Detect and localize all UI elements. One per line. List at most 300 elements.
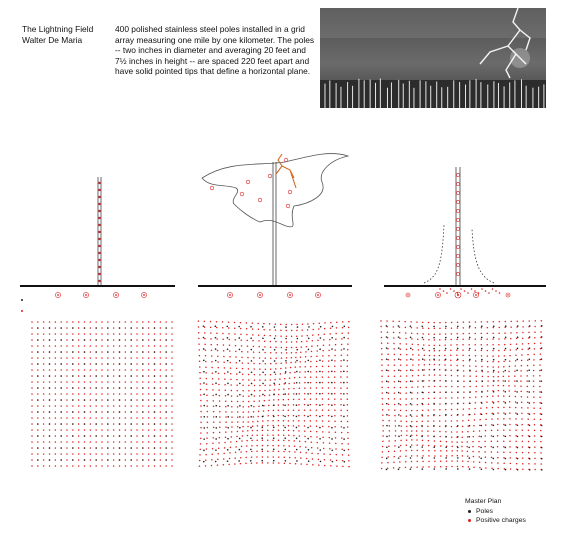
charge-dot bbox=[246, 451, 248, 453]
charge-dot bbox=[300, 452, 302, 454]
charge-dot bbox=[469, 327, 471, 329]
charge-dot bbox=[316, 415, 318, 417]
charge-dot bbox=[323, 345, 325, 347]
charge-dot bbox=[223, 458, 225, 460]
pole-marker bbox=[227, 427, 229, 429]
charge-dot bbox=[90, 351, 92, 353]
charge-dot bbox=[264, 390, 266, 392]
charge-dot bbox=[84, 393, 86, 395]
charge-dot bbox=[411, 327, 413, 329]
charge-dot bbox=[248, 416, 250, 418]
charge-dot bbox=[299, 388, 301, 390]
charge-dot bbox=[508, 385, 510, 387]
charge-dot bbox=[242, 426, 244, 428]
pole-marker bbox=[72, 387, 74, 389]
pole-marker bbox=[541, 425, 543, 427]
charge-dot bbox=[467, 436, 469, 438]
charge-dot bbox=[55, 465, 57, 467]
pole-marker bbox=[445, 403, 447, 405]
pole-marker bbox=[239, 337, 241, 339]
pole-marker bbox=[95, 363, 97, 365]
pole-marker bbox=[261, 427, 263, 429]
charge-dot bbox=[433, 420, 435, 422]
charge-dot bbox=[55, 435, 57, 437]
charge-dot bbox=[101, 381, 103, 383]
charge-dot bbox=[475, 391, 477, 393]
charge-dot bbox=[160, 417, 162, 419]
charge-dot bbox=[417, 461, 419, 463]
charge-dot bbox=[520, 391, 522, 393]
charge-dot bbox=[207, 405, 209, 407]
charge-dot bbox=[323, 448, 325, 450]
pole-marker bbox=[119, 327, 121, 329]
charge-dot bbox=[55, 321, 57, 323]
pole-marker bbox=[142, 411, 144, 413]
charge-dot bbox=[334, 376, 336, 378]
charge-dot bbox=[90, 441, 92, 443]
charge-dot bbox=[37, 417, 39, 419]
charge-dot bbox=[223, 453, 225, 455]
charge-dot bbox=[160, 345, 162, 347]
charge-dot bbox=[487, 361, 489, 363]
charge-dot bbox=[405, 461, 407, 463]
charge-dot bbox=[37, 453, 39, 455]
charge-dot bbox=[388, 451, 390, 453]
charge-dot bbox=[101, 399, 103, 401]
charge-dot bbox=[475, 344, 477, 346]
charge-dot bbox=[205, 355, 207, 357]
charge-dot bbox=[101, 465, 103, 467]
pole-marker bbox=[203, 325, 205, 327]
charge-dot bbox=[125, 423, 127, 425]
charge-dot bbox=[304, 398, 306, 400]
charge-dot bbox=[119, 393, 121, 395]
charge-dot bbox=[278, 451, 280, 453]
pole-marker bbox=[516, 402, 518, 404]
pole-marker bbox=[273, 427, 275, 429]
charge-dot bbox=[101, 339, 103, 341]
charge-dot bbox=[37, 381, 39, 383]
charge-dot bbox=[469, 360, 471, 362]
charge-dot bbox=[469, 333, 471, 335]
charge-dot bbox=[270, 346, 272, 348]
charge-dot bbox=[72, 465, 74, 467]
charge-dot bbox=[347, 360, 349, 362]
pole-marker bbox=[331, 449, 333, 451]
charge-dot bbox=[539, 380, 541, 382]
charge-dot bbox=[237, 401, 239, 403]
charge-dot bbox=[347, 398, 349, 400]
charge-dot bbox=[328, 366, 330, 368]
charge-dot bbox=[503, 390, 505, 392]
charge-dot bbox=[481, 355, 483, 357]
charge-dot bbox=[400, 415, 402, 417]
charge-dot bbox=[439, 328, 441, 330]
charge-dot bbox=[322, 426, 324, 428]
charge-dot bbox=[462, 355, 464, 357]
charge-dot bbox=[78, 447, 80, 449]
pole-marker bbox=[251, 394, 253, 396]
pole-marker bbox=[95, 399, 97, 401]
charge-dot bbox=[236, 384, 238, 386]
charge-dot bbox=[66, 459, 68, 461]
pole-marker bbox=[398, 403, 400, 405]
pole-marker bbox=[49, 339, 51, 341]
lightning-photo bbox=[320, 8, 546, 108]
charge-dot bbox=[410, 321, 412, 323]
charge-dot bbox=[113, 399, 115, 401]
pole-marker bbox=[517, 348, 519, 350]
charge-dot bbox=[288, 435, 290, 437]
charge-dot bbox=[165, 369, 167, 371]
charge-dot bbox=[154, 333, 156, 335]
charge-dot bbox=[451, 455, 453, 457]
charge-dot bbox=[484, 446, 486, 448]
charge-dot bbox=[479, 467, 481, 469]
charge-dot bbox=[406, 364, 408, 366]
charge-dot bbox=[445, 420, 447, 422]
pole-marker bbox=[130, 459, 132, 461]
charge-dot bbox=[228, 321, 230, 323]
charge-dot bbox=[264, 400, 266, 402]
charge-dot bbox=[394, 370, 396, 372]
pole-marker bbox=[410, 380, 412, 382]
charge-dot bbox=[275, 352, 277, 354]
charge-dot bbox=[306, 340, 308, 342]
pole-marker bbox=[250, 416, 252, 418]
charge-dot bbox=[400, 364, 402, 366]
pole-marker bbox=[95, 339, 97, 341]
charge-dot bbox=[493, 376, 495, 378]
charge-dot bbox=[406, 444, 408, 446]
charge-dot bbox=[348, 454, 350, 456]
charge-dot bbox=[31, 381, 33, 383]
charge-dot bbox=[55, 345, 57, 347]
charge-dot bbox=[291, 357, 293, 359]
charge-dot bbox=[101, 459, 103, 461]
charge-dot bbox=[540, 331, 542, 333]
charge-dot bbox=[394, 440, 396, 442]
charge-dot bbox=[142, 381, 144, 383]
charge-dot bbox=[462, 431, 464, 433]
pole-marker bbox=[457, 326, 459, 328]
charge-dot bbox=[394, 415, 396, 417]
charge-dot bbox=[388, 381, 390, 383]
charge-dot bbox=[218, 378, 220, 380]
charge-dot bbox=[66, 321, 68, 323]
pole-marker bbox=[154, 387, 156, 389]
charge-dot bbox=[509, 360, 511, 362]
charge-dot bbox=[286, 330, 288, 332]
charge-dot bbox=[387, 462, 389, 464]
pole-marker bbox=[84, 363, 86, 365]
charge-marker bbox=[143, 294, 145, 296]
charge-dot bbox=[107, 465, 109, 467]
charge-dot bbox=[154, 393, 156, 395]
charge-dot bbox=[528, 441, 530, 443]
pole-marker bbox=[343, 438, 345, 440]
charge-dot bbox=[275, 335, 277, 337]
charge-dot bbox=[43, 399, 45, 401]
charge-dot bbox=[387, 353, 389, 355]
charge-dot bbox=[160, 351, 162, 353]
pole-marker bbox=[37, 327, 39, 329]
pole-marker bbox=[251, 360, 253, 362]
charge-dot bbox=[289, 457, 291, 459]
pole-marker bbox=[238, 460, 240, 462]
charge-dot bbox=[66, 333, 68, 335]
charge-dot bbox=[528, 452, 530, 454]
charge-dot bbox=[216, 333, 218, 335]
charge-dot bbox=[382, 451, 384, 453]
charge-dot bbox=[486, 401, 488, 403]
charge-dot bbox=[411, 434, 413, 436]
charge-dot bbox=[31, 351, 33, 353]
charge-dot bbox=[119, 465, 121, 467]
pole-marker bbox=[119, 411, 121, 413]
charge-dot bbox=[304, 425, 306, 427]
charge-dot bbox=[522, 337, 524, 339]
charge-dot bbox=[463, 321, 465, 323]
charge-dot bbox=[119, 417, 121, 419]
pole-marker bbox=[284, 416, 286, 418]
charge-dot bbox=[451, 460, 453, 462]
charge-dot bbox=[267, 462, 269, 464]
pole-marker bbox=[331, 337, 333, 339]
charge-dot bbox=[259, 352, 261, 354]
charge-dot bbox=[259, 400, 261, 402]
pole-marker bbox=[154, 375, 156, 377]
charge-dot bbox=[160, 429, 162, 431]
charge-dot bbox=[90, 417, 92, 419]
charge-dot bbox=[463, 370, 465, 372]
pole-marker bbox=[262, 383, 264, 385]
charge-dot bbox=[497, 468, 499, 470]
charge-dot bbox=[416, 466, 418, 468]
charge-dot bbox=[119, 441, 121, 443]
charge-dot bbox=[252, 328, 254, 330]
charge-dot bbox=[245, 463, 247, 465]
charge-dot bbox=[304, 382, 306, 384]
pole-marker bbox=[21, 299, 23, 301]
charge-dot bbox=[450, 349, 452, 351]
charge-dot bbox=[393, 343, 395, 345]
charge-dot bbox=[334, 355, 336, 357]
charge-dot bbox=[381, 337, 383, 339]
charge-dot bbox=[235, 339, 237, 341]
charge-dot bbox=[240, 334, 242, 336]
pole-marker bbox=[308, 349, 310, 351]
charge-dot bbox=[55, 441, 57, 443]
charge-dot bbox=[119, 345, 121, 347]
charge-dot bbox=[66, 339, 68, 341]
charge-dot bbox=[210, 321, 211, 323]
pole-marker bbox=[203, 371, 205, 373]
pole-marker bbox=[142, 363, 144, 365]
charge-dot bbox=[521, 360, 523, 362]
charge-dot bbox=[299, 440, 301, 442]
charge-dot bbox=[267, 456, 269, 458]
charge-dot bbox=[515, 424, 517, 426]
charge-dot bbox=[101, 387, 103, 389]
pole-marker bbox=[215, 371, 217, 373]
pole-marker bbox=[421, 425, 423, 427]
charge-dot bbox=[49, 333, 51, 335]
charge-dot bbox=[275, 347, 277, 349]
charge-dot bbox=[78, 357, 80, 359]
charge-dot bbox=[406, 387, 408, 389]
pole-marker bbox=[410, 369, 412, 371]
charge-dot bbox=[288, 404, 290, 406]
charge-dot bbox=[66, 345, 68, 347]
charge-dot bbox=[310, 356, 312, 358]
pole-marker bbox=[319, 449, 321, 451]
charge-dot bbox=[434, 440, 436, 442]
charge-dot bbox=[237, 431, 239, 433]
charge-dot bbox=[540, 441, 542, 443]
charge-dot bbox=[423, 374, 425, 376]
charge-dot bbox=[434, 397, 436, 399]
charge-dot bbox=[451, 436, 453, 438]
charge-dot bbox=[228, 339, 230, 341]
charge-dot bbox=[310, 436, 312, 438]
charge-dot bbox=[451, 409, 453, 411]
charge-dot bbox=[428, 328, 430, 330]
charge-dot bbox=[412, 375, 414, 377]
charge-dot bbox=[113, 447, 115, 449]
pole-marker bbox=[343, 450, 345, 452]
charge-dot bbox=[451, 446, 453, 448]
charge-dot bbox=[439, 420, 441, 422]
charge-dot bbox=[399, 343, 401, 345]
charge-dot bbox=[95, 405, 97, 407]
charge-dot bbox=[148, 333, 150, 335]
charge-dot bbox=[347, 354, 349, 356]
charge-dot bbox=[98, 210, 100, 212]
charge-dot bbox=[295, 463, 297, 465]
charge-dot bbox=[251, 456, 253, 458]
pole-marker bbox=[529, 358, 531, 360]
charge-dot bbox=[299, 371, 301, 373]
pole-marker bbox=[37, 387, 39, 389]
charge-dot bbox=[142, 429, 144, 431]
charge-dot bbox=[165, 429, 167, 431]
charge-dot bbox=[405, 467, 407, 469]
charge-dot bbox=[294, 451, 296, 453]
pole-marker bbox=[273, 383, 275, 385]
charge-dot bbox=[310, 361, 312, 363]
charge-dot bbox=[72, 333, 74, 335]
charge-dot bbox=[439, 288, 441, 290]
pole-marker bbox=[60, 375, 62, 377]
pole-marker bbox=[529, 458, 531, 460]
charge-dot bbox=[411, 398, 413, 400]
charge-dot bbox=[406, 430, 408, 432]
pole-marker bbox=[239, 394, 241, 396]
charge-dot bbox=[498, 327, 500, 329]
charge-dot bbox=[534, 424, 536, 426]
charge-dot bbox=[293, 410, 295, 412]
charge-dot bbox=[394, 392, 396, 394]
charge-dot bbox=[216, 321, 218, 323]
charge-dot bbox=[497, 446, 499, 448]
charge-dot bbox=[136, 441, 138, 443]
pole-marker bbox=[142, 399, 144, 401]
charge-dot bbox=[487, 390, 489, 392]
charge-dot bbox=[95, 321, 97, 323]
charge-dot bbox=[136, 447, 138, 449]
charge-marker bbox=[115, 294, 117, 296]
charge-dot bbox=[304, 415, 306, 417]
charge-dot bbox=[219, 395, 221, 397]
pole-marker bbox=[239, 383, 241, 385]
charge-dot bbox=[235, 452, 237, 454]
charge-dot bbox=[283, 451, 285, 453]
charge-dot bbox=[101, 447, 103, 449]
pole-marker bbox=[445, 337, 447, 339]
charge-dot bbox=[503, 435, 505, 437]
pole-marker bbox=[343, 348, 345, 350]
charge-dot bbox=[417, 455, 419, 457]
charge-dot bbox=[248, 368, 250, 370]
pole-marker bbox=[307, 427, 309, 429]
charge-dot bbox=[382, 440, 384, 442]
charge-dot bbox=[148, 405, 150, 407]
pole-marker bbox=[227, 438, 229, 440]
charge-dot bbox=[263, 410, 265, 412]
charge-dot bbox=[463, 327, 465, 329]
pole-marker bbox=[130, 327, 132, 329]
charge-dot bbox=[84, 333, 86, 335]
pole-marker bbox=[239, 371, 241, 373]
charge-dot bbox=[310, 387, 312, 389]
charge-dot bbox=[49, 369, 51, 371]
charge-dot bbox=[284, 378, 286, 380]
charge-dot bbox=[479, 425, 481, 427]
charge-dot bbox=[304, 387, 306, 389]
charge-dot bbox=[200, 427, 202, 429]
pole-marker bbox=[386, 325, 388, 327]
pole-marker bbox=[433, 436, 435, 438]
pole-marker bbox=[469, 337, 471, 339]
charge-dot bbox=[98, 280, 100, 282]
charge-dot bbox=[43, 405, 45, 407]
charge-dot bbox=[510, 463, 512, 465]
charge-dot bbox=[487, 366, 489, 368]
pole-marker bbox=[433, 380, 435, 382]
pole-marker bbox=[410, 348, 412, 350]
charge-dot bbox=[522, 320, 524, 322]
charge-dot bbox=[318, 334, 320, 336]
pole-marker bbox=[130, 339, 132, 341]
charge-dot bbox=[515, 401, 517, 403]
charge-dot bbox=[341, 349, 343, 351]
charge-dot bbox=[72, 345, 74, 347]
charge-dot bbox=[285, 362, 287, 364]
charge-dot bbox=[252, 340, 254, 342]
pole-marker bbox=[227, 405, 229, 407]
charge-dot bbox=[526, 380, 528, 382]
charge-dot bbox=[219, 400, 221, 402]
charge-dot bbox=[295, 361, 297, 363]
charge-dot bbox=[148, 459, 150, 461]
charge-dot bbox=[43, 327, 45, 329]
pole-marker bbox=[296, 438, 298, 440]
charge-dot bbox=[428, 339, 430, 341]
charge-dot bbox=[216, 338, 218, 340]
charge-dot bbox=[341, 344, 343, 346]
charge-dot bbox=[427, 415, 429, 417]
